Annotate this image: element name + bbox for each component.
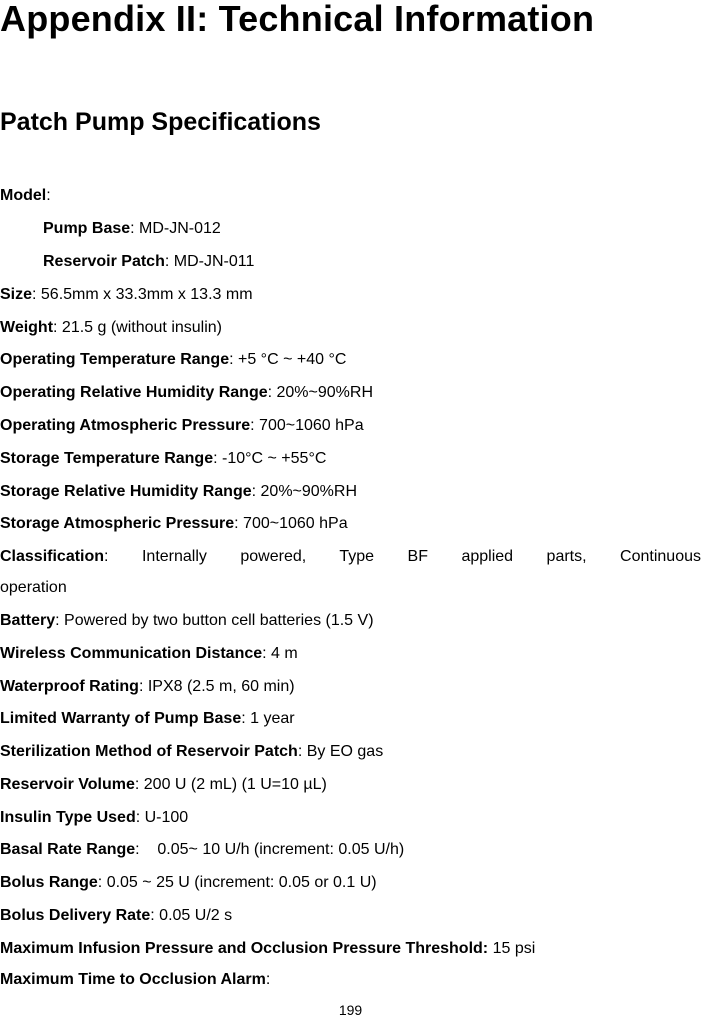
spec-size: Size: 56.5mm x 33.3mm x 13.3 mm: [0, 286, 253, 303]
spec-bolus-range: Bolus Range: 0.05 ~ 25 U (increment: 0.05 or 0.1 U): [0, 874, 377, 891]
spec-wireless-distance: Wireless Communication Distance: 4 m: [0, 645, 298, 662]
spec-value: 1 year: [250, 710, 295, 727]
spec-bolus-delivery-rate: Bolus Delivery Rate: 0.05 U/2 s: [0, 907, 233, 924]
spec-weight: Weight: 21.5 g (without insulin): [0, 319, 223, 336]
spec-label: Basal Rate Range: [0, 841, 136, 858]
spec-operating-humidity: Operating Relative Humidity Range: 20%~90%RH: [0, 384, 373, 401]
spec-value: Internally powered, Type BF applied parts, Continuous: [141, 548, 701, 565]
spec-value: 700~1060 hPa: [243, 515, 348, 532]
spec-value: 15 psi: [492, 940, 536, 957]
spec-sterilization: Sterilization Method of Reservoir Patch: By EO gas: [0, 743, 384, 760]
spec-label: Waterproof Rating: [0, 678, 139, 695]
spec-value: 0.05~ 10 U/h (increment: 0.05 U/h): [157, 841, 405, 858]
spec-value: 21.5 g (without insulin): [61, 319, 223, 336]
spec-label: Wireless Communication Distance: [0, 645, 263, 662]
spec-storage-humidity: Storage Relative Humidity Range: 20%~90%RH: [0, 483, 358, 500]
spec-storage-pressure: Storage Atmospheric Pressure: 700~1060 hPa: [0, 515, 348, 532]
spec-label: Model: [0, 187, 47, 204]
spec-label: Reservoir Volume: [0, 776, 135, 793]
spec-pump-base: Pump Base: MD-JN-012: [43, 220, 221, 237]
spec-value: MD-JN-011: [173, 253, 255, 270]
spec-label: Operating Temperature Range: [0, 351, 230, 368]
spec-label: Pump Base: [43, 220, 131, 237]
spec-value: IPX8 (2.5 m, 60 min): [147, 678, 295, 695]
spec-value: 200 U (2 mL) (1 U=10 µL): [143, 776, 327, 793]
spec-insulin-type: Insulin Type Used: U-100: [0, 809, 189, 826]
spec-reservoir-patch: Reservoir Patch: MD-JN-011: [43, 253, 255, 270]
spec-classification-continuation: operation: [0, 579, 67, 596]
spec-label: Maximum Time to Occlusion Alarm: [0, 971, 266, 988]
spec-value: By EO gas: [306, 743, 384, 760]
spec-basal-rate: Basal Rate Range: 0.05~ 10 U/h (increment: 0.05 U/h): [0, 841, 405, 858]
section-title: Patch Pump Specifications: [0, 108, 321, 136]
spec-operating-pressure: Operating Atmospheric Pressure: 700~1060 hPa: [0, 417, 364, 434]
spec-label: Battery: [0, 612, 56, 629]
spec-max-infusion-pressure: [0, 939, 535, 959]
spec-label: Operating Atmospheric Pressure: [0, 417, 251, 434]
spec-label: Size: [0, 286, 33, 303]
spec-value: 0.05 U/2 s: [159, 907, 233, 924]
spec-label: Reservoir Patch: [43, 253, 165, 270]
spec-value: U-100: [144, 809, 189, 826]
spec-label: Maximum Infusion Pressure and Occlusion Pressure Threshold:: [0, 940, 489, 957]
spec-label: Limited Warranty of Pump Base: [0, 710, 242, 727]
spec-label: Weight: [0, 319, 54, 336]
spec-label: Storage Relative Humidity Range: [0, 483, 252, 500]
spec-value: 56.5mm x 33.3mm x 13.3 mm: [40, 286, 253, 303]
spec-reservoir-volume: Reservoir Volume: 200 U (2 mL) (1 U=10 µL): [0, 776, 327, 793]
spec-max-occlusion-time: Maximum Time to Occlusion Alarm:: [0, 971, 271, 988]
spec-value: 20%~90%RH: [260, 483, 358, 500]
spec-operating-temperature: Operating Temperature Range: +5 °C ~ +40 °C: [0, 351, 347, 368]
spec-label: Operating Relative Humidity Range: [0, 384, 268, 401]
spec-label: Classification: [0, 548, 105, 565]
spec-storage-temperature: Storage Temperature Range: -10°C ~ +55°C: [0, 450, 327, 467]
spec-warranty: Limited Warranty of Pump Base: 1 year: [0, 710, 295, 727]
spec-value: 4 m: [271, 645, 298, 662]
spec-label: Bolus Delivery Rate: [0, 907, 151, 924]
page-title: Appendix II: Technical Information: [0, 0, 595, 39]
spec-label: Sterilization Method of Reservoir Patch: [0, 743, 298, 760]
spec-value: MD-JN-012: [139, 220, 221, 237]
page-number: 199: [338, 1002, 363, 1018]
spec-value: Powered by two button cell batteries (1.5 V): [64, 612, 374, 629]
spec-value: +5 °C ~ +40 °C: [237, 351, 347, 368]
spec-label: Storage Temperature Range: [0, 450, 214, 467]
spec-waterproof-rating: Waterproof Rating: IPX8 (2.5 m, 60 min): [0, 678, 295, 695]
spec-label: Bolus Range: [0, 874, 98, 891]
spec-value: 0.05 ~ 25 U (increment: 0.05 or 0.1 U): [106, 874, 377, 891]
spec-label: Insulin Type Used: [0, 809, 136, 826]
spec-classification: Classification: Internally powered, Type BF applied parts, Continuous: [0, 548, 701, 565]
spec-label: Storage Atmospheric Pressure: [0, 515, 235, 532]
spec-model: Model:: [0, 187, 51, 204]
spec-value: -10°C ~ +55°C: [221, 450, 327, 467]
spec-battery: Battery: Powered by two button cell batteries (1.5 V): [0, 612, 374, 629]
spec-value: 20%~90%RH: [276, 384, 373, 401]
spec-value: 700~1060 hPa: [259, 417, 364, 434]
